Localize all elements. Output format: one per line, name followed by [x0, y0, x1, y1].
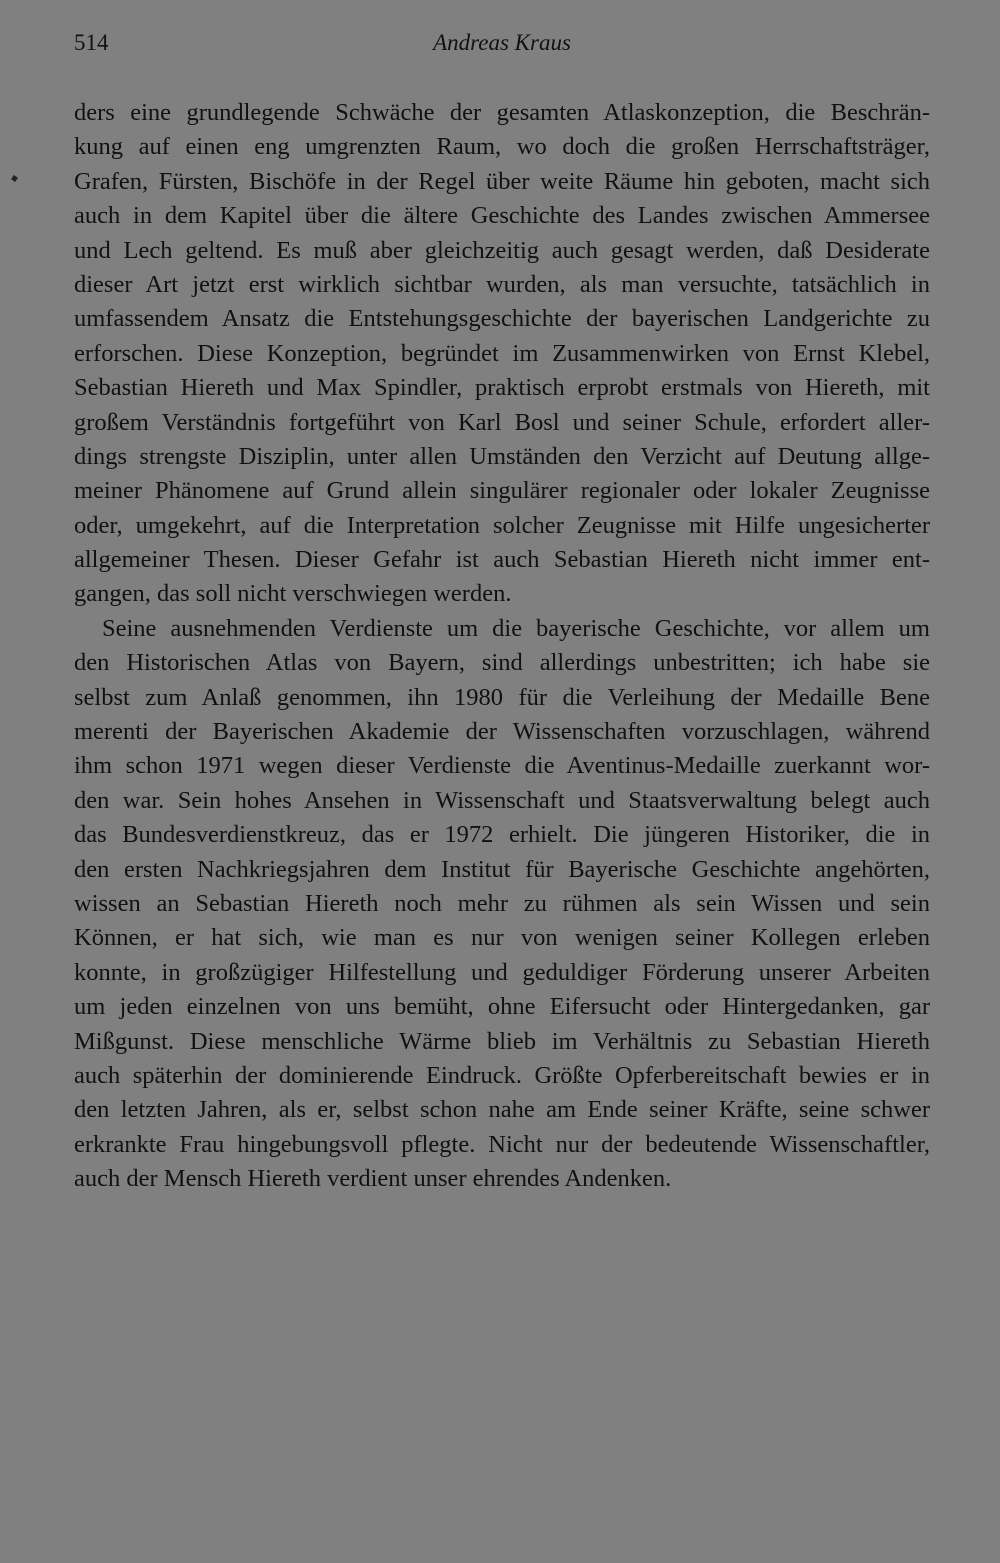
running-head [74, 30, 930, 64]
paragraph-2 [74, 612, 930, 1197]
text-line: auch in dem Kapitel über die ältere Geschichte des Landes zwischen Ammersee [74, 202, 930, 230]
text-line: den letzten Jahren, als er, selbst schon nahe am Ende seiner Kräfte, seine schwer [74, 1096, 930, 1124]
page-number: 514 [74, 30, 109, 55]
text-line: Können, er hat sich, wie man es nur von wenigen seiner Kollegen erleben [74, 924, 930, 952]
text-line: dieser Art jetzt erst wirklich sichtbar wurden, als man versuchte, tatsächlich in [74, 270, 930, 298]
text-line: den war. Sein hohes Ansehen in Wissenschaft und Staatsverwaltung belegt auch [74, 786, 930, 814]
text-line: erforschen. Diese Konzeption, begründet im Zusammenwirken von Ernst Klebel, [74, 339, 930, 367]
text-line: allgemeiner Thesen. Dieser Gefahr ist auch Sebastian Hiereth nicht immer ent- [74, 546, 930, 574]
text-line: das Bundesverdienstkreuz, das er 1972 erhielt. Die jüngeren Historiker, die in [74, 821, 930, 849]
paragraph-1 [74, 96, 930, 612]
text-line: den ersten Nachkriegsjahren dem Institut für Bayerische Geschichte angehörten, [74, 855, 930, 883]
text-line: selbst zum Anlaß genommen, ihn 1980 für die Verleihung der Medaille Bene [74, 683, 930, 711]
text-line: erkrankte Frau hingebungsvoll pflegte. Nicht nur der bedeutende Wissenschaftler, [74, 1130, 930, 1158]
text-line: Grafen, Fürsten, Bischöfe in der Regel über weite Räume hin geboten, macht sich [74, 167, 930, 195]
text-line: und Lech geltend. Es muß aber gleichzeitig auch gesagt werden, daß Desiderate [74, 236, 930, 264]
text-line: oder, umgekehrt, auf die Interpretation solcher Zeugnisse mit Hilfe ungesicherter [74, 511, 930, 539]
text-line: auch der Mensch Hiereth verdient unser ehrendes Andenken. [74, 1165, 672, 1193]
text-line: meiner Phänomene auf Grund allein singulärer regionaler oder lokaler Zeugnisse [74, 477, 930, 505]
margin-mark [11, 175, 18, 182]
text-line: kung auf einen eng umgrenzten Raum, wo doch die großen Herrschaftsträger, [74, 133, 930, 161]
text-line: konnte, in großzügiger Hilfestellung und geduldiger Förderung unserer Arbeiten [74, 958, 930, 986]
text-line: um jeden einzelnen von uns bemüht, ohne Eifersucht oder Hintergedanken, gar [74, 993, 930, 1021]
text-line: wissen an Sebastian Hiereth noch mehr zu rühmen als sein Wissen und sein [74, 889, 930, 917]
text-line: den Historischen Atlas von Bayern, sind allerdings unbestritten; ich habe sie [74, 649, 930, 677]
text-line: großem Verständnis fortgeführt von Karl Bosl und seiner Schule, erfordert aller- [74, 408, 930, 436]
text-line: umfassendem Ansatz die Entstehungsgeschichte der bayerischen Landgerichte zu [74, 305, 930, 333]
text-line: dings strengste Disziplin, unter allen Umständen den Verzicht auf Deutung allge- [74, 442, 930, 470]
running-head-author: Andreas Kraus [433, 30, 571, 55]
text-line: Sebastian Hiereth und Max Spindler, praktisch erprobt erstmals von Hiereth, mit [74, 374, 930, 402]
body-text [74, 96, 930, 1197]
text-line: merenti der Bayerischen Akademie der Wissenschaften vorzuschlagen, während [74, 718, 930, 746]
text-line: Seine ausnehmenden Verdienste um die bayerische Geschichte, vor allem um [102, 614, 930, 642]
text-line: Mißgunst. Diese menschliche Wärme blieb im Verhältnis zu Sebastian Hiereth [74, 1027, 930, 1055]
text-line: ders eine grundlegende Schwäche der gesamten Atlaskonzeption, die Beschrän- [74, 99, 930, 126]
text-line: ihm schon 1971 wegen dieser Verdienste die Aventinus-Medaille zuerkannt wor- [74, 752, 930, 780]
text-line: auch späterhin der dominierende Eindruck. Größte Opferbereitschaft bewies er in [74, 1061, 930, 1089]
text-line: gangen, das soll nicht verschwiegen werden. [74, 580, 512, 608]
